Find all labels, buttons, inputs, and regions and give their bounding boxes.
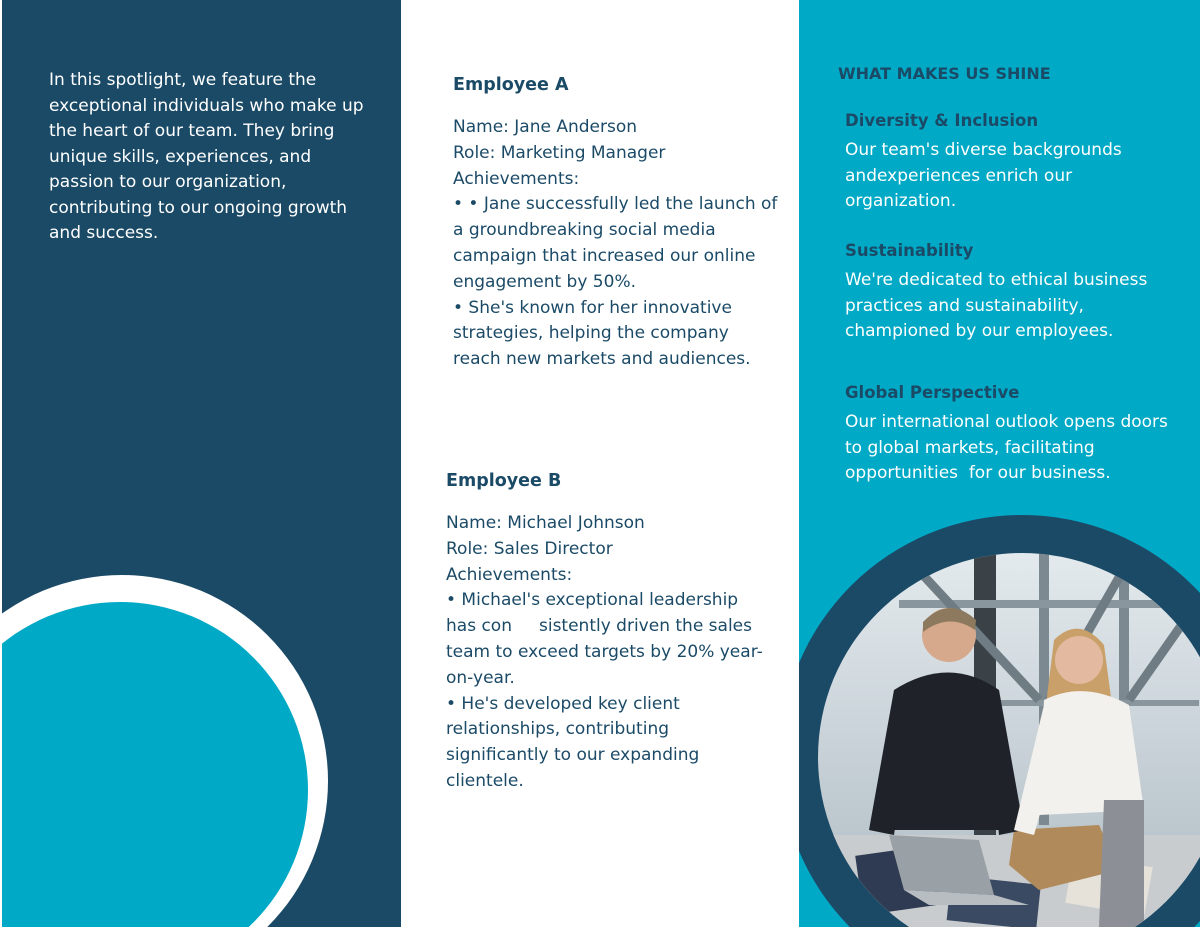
employee-a-role: Role: Marketing Manager (453, 142, 666, 163)
value-sustainability-title: Sustainability (845, 241, 974, 260)
shine-heading: WHAT MAKES US SHINE (838, 64, 1051, 83)
value-global-text: Our international outlook opens doors to global markets, facilitating opportunities for our business. (845, 412, 1174, 483)
left-panel (2, 0, 401, 927)
value-diversity-text: Our team's diverse backgrounds andexperiences enrich our organization. (845, 140, 1122, 211)
value-global (845, 383, 1175, 487)
employee-b-heading: Employee B (446, 471, 562, 491)
right-panel (799, 0, 1200, 927)
value-sustainability (845, 241, 1175, 345)
employee-b-card (446, 471, 771, 795)
value-sustainability-text: We're dedicated to ethical business practices and sustainability, championed by our employees. (845, 270, 1148, 341)
middle-panel (401, 0, 799, 927)
intro-text: In this spotlight, we feature the exceptional individuals who make up the heart of our team. They bring unique skills, experiences, and passion to our organization, contributing to our ongoing growth and success. (49, 70, 364, 243)
employee-b-name: Name: Michael Johnson (446, 513, 645, 533)
employee-a-achievement-2: • She's known for her innovative strategies, helping the company reach new markets and audiences. (453, 297, 751, 370)
employee-b-achievement-1: • Michael's exceptional leadership has con sistently driven the sales team to exceed targets by 20% year-on-year. (446, 590, 763, 688)
value-global-title: Global Perspective (845, 383, 1020, 402)
employee-a-name: Name: Jane Anderson (453, 117, 638, 137)
value-diversity-title: Diversity & Inclusion (845, 111, 1039, 130)
employee-a-heading: Employee A (453, 75, 569, 95)
employee-a-card (453, 75, 778, 373)
value-diversity (845, 111, 1175, 215)
employee-b-role: Role: Sales Director (446, 538, 613, 559)
employee-b-achievements-label: Achievements: (446, 564, 573, 585)
employee-a-achievement-1: • • Jane successfully led the launch of a groundbreaking social media campaign that increased our online engagement by 50%. (453, 194, 778, 292)
employee-a-achievements-label: Achievements: (453, 168, 580, 189)
employee-b-achievement-2: • He's developed key client relationships, contributing significantly to our expanding clientele. (446, 693, 700, 791)
